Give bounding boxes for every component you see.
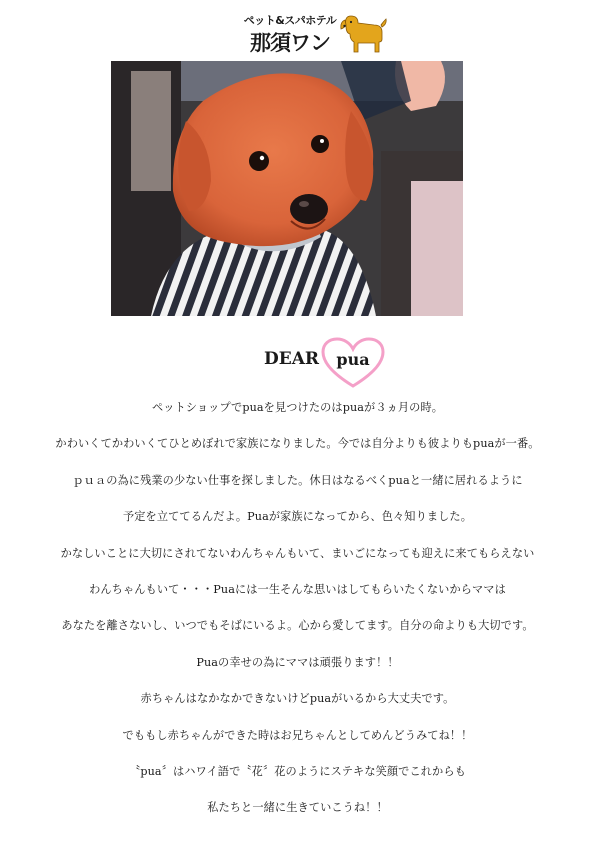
letter-line: わんちゃんもいて・・・Puaには一生そんな思いはしてもらいたくないからママは (89, 582, 506, 596)
recipient-name: pua (336, 350, 370, 369)
logo-brand-name: 那須ワン (250, 31, 330, 55)
letter-line: かなしいことに大切にされてないわんちゃんもいて、まいごになっても迎えに来てもらえない (60, 546, 535, 560)
letter-line: 予定を立ててるんだよ。Puaが家族になってから、色々知りました。 (122, 510, 473, 524)
letter-line: ｐｕａの為に残業の少ない仕事を探しました。休日はなるべくpuaと一緒に居れるように (72, 473, 523, 487)
letter-heading (264, 337, 394, 389)
logo-subtitle: ペット&スパホテル (243, 14, 337, 27)
letter-body (0, 398, 595, 835)
letter-line: 私たちと一緒に生きていこうね！！ (207, 801, 388, 815)
letter-line: でももし赤ちゃんができた時はお兄ちゃんとしてめんどうみてね！！ (122, 728, 473, 742)
letter-line: 〝pua〞はハワイ語で〝花〞花のようにステキな笑顔でこれからも (129, 764, 466, 778)
greeting-text: DEAR (264, 349, 320, 369)
letter-line: かわいくてかわいくてひとめぼれで家族になりました。今では自分よりも彼よりもpuaが一番。 (55, 437, 540, 451)
dog-photo (111, 61, 463, 316)
letter-line: 赤ちゃんはなかなかできないけどpuaがいるから大丈夫です。 (140, 692, 455, 706)
letter-line: ペットショップでpuaを見つけたのはpuaが３ヵ月の時。 (151, 401, 444, 414)
letter-line: あなたを離さないし、いつでもそばにいるよ。心から愛してます。自分の命よりも大切です。 (61, 619, 534, 633)
hotel-logo (240, 10, 390, 60)
dog-icon (338, 12, 388, 56)
letter-line: Puaの幸せの為にママは頑張ります！！ (196, 655, 399, 669)
